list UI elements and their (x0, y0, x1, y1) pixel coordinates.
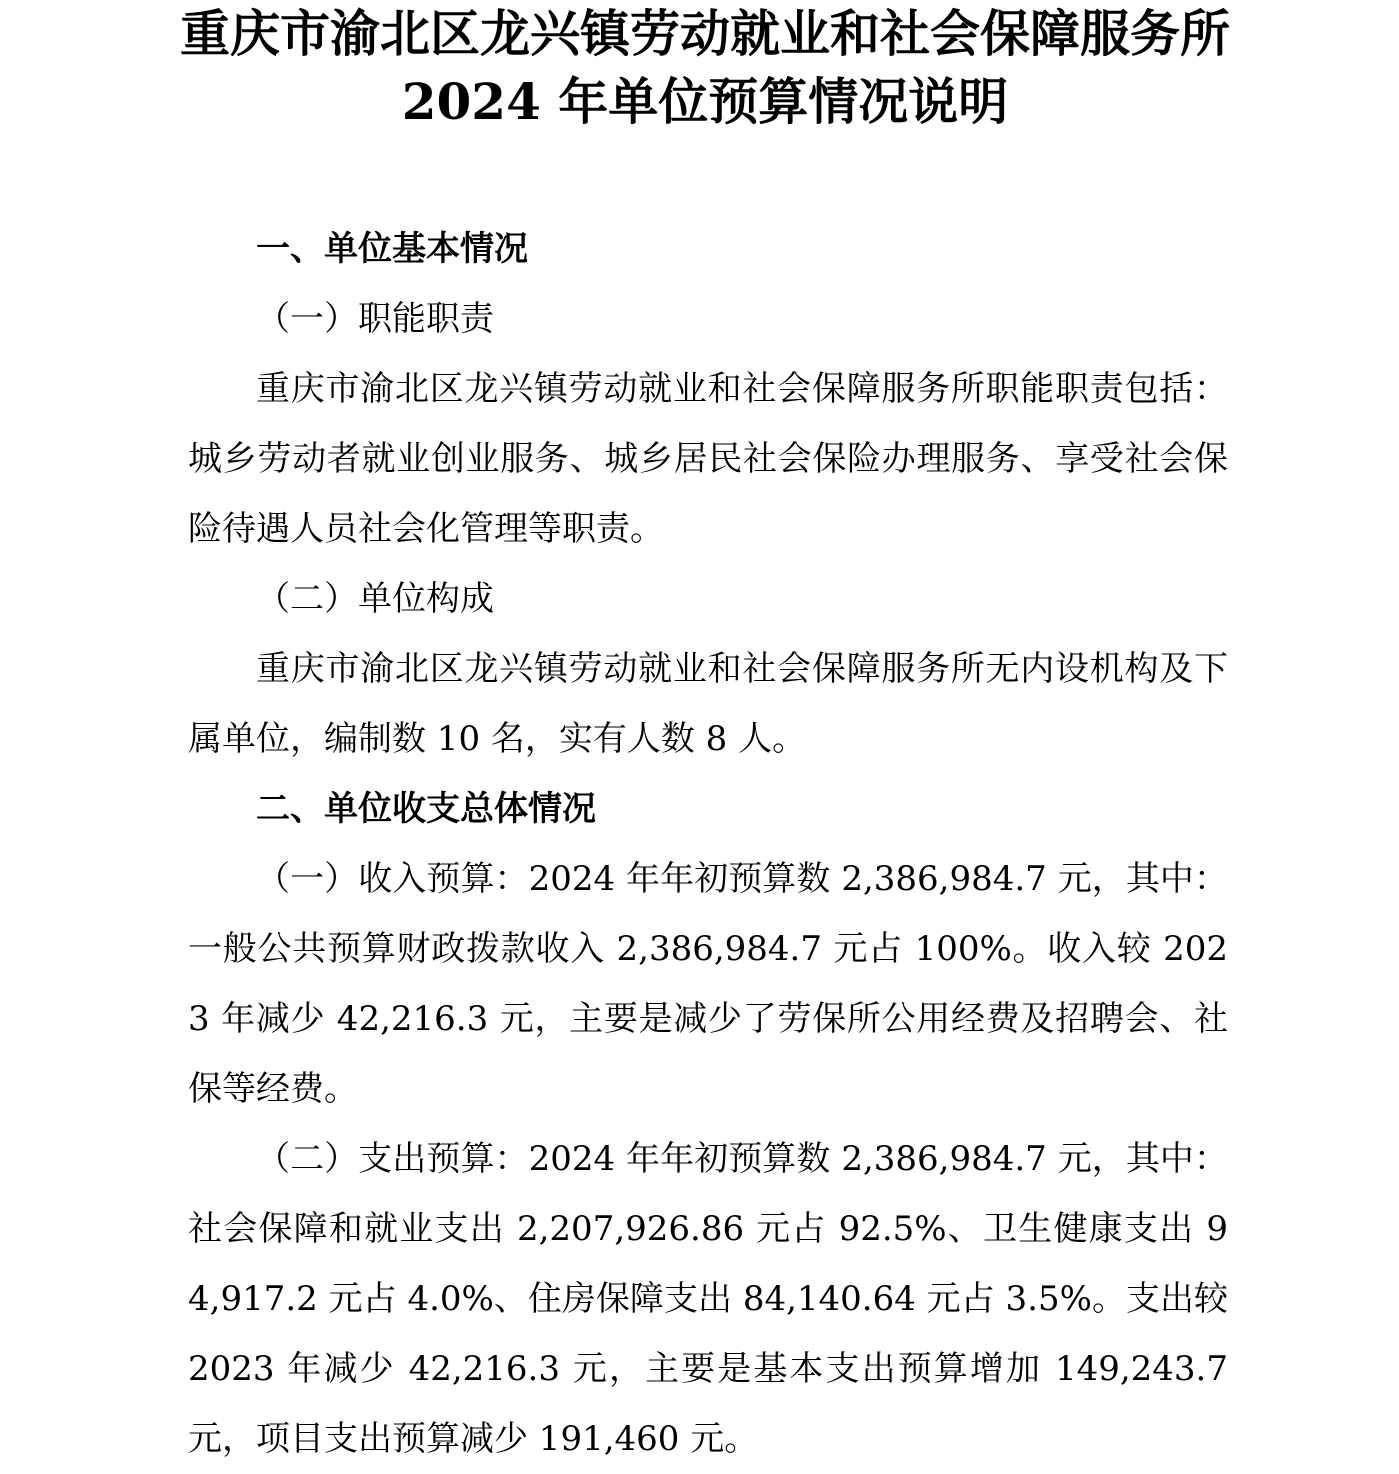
document-title-line-2: 2024 年单位预算情况说明 (401, 72, 1009, 131)
section-2-sub-1-text: （一）收入预算：2024 年年初预算数 2,386,984.7 元，其中：一般公共预算财政拨款收入 2,386,984.7 元占 100%。收入较 2023 年减少 42,216.3 元，主要是减少了劳保所公用经费及招聘会、社保等经费。 (188, 859, 1228, 1109)
section-2-sub-2-text: （二）支出预算：2024 年年初预算数 2,386,984.7 元，其中：社会保障和就业支出 2,207,926.86 元占 92.5%、卫生健康支出 94,917.2 元占 4.0%、住房保障支出 84,140.64 元占 3.5%。支出较 2023 年减少 42,216.3 元，主要是基本支出预算增加 149,243.7 元，项目支出预算减少 191,460 元。 (188, 1139, 1228, 1459)
section-1-heading: 一、单位基本情况 (256, 229, 528, 269)
section-1-sub-1-heading: （一）职能职责 (256, 299, 494, 339)
section-1-sub-1-text: 重庆市渝北区龙兴镇劳动就业和社会保障服务所职能职责包括：城乡劳动者就业创业服务、城乡居民社会保险办理服务、享受社会保险待遇人员社会化管理等职责。 (188, 369, 1228, 549)
document-title-line-1: 重庆市渝北区龙兴镇劳动就业和社会保障服务所 (180, 4, 1230, 63)
section-2-heading: 二、单位收支总体情况 (256, 789, 596, 829)
section-1-sub-2-heading: （二）单位构成 (256, 579, 494, 619)
document-body (188, 214, 1228, 1474)
section-1-sub-2-text: 重庆市渝北区龙兴镇劳动就业和社会保障服务所无内设机构及下属单位，编制数 10 名，实有人数 8 人。 (188, 649, 1228, 759)
